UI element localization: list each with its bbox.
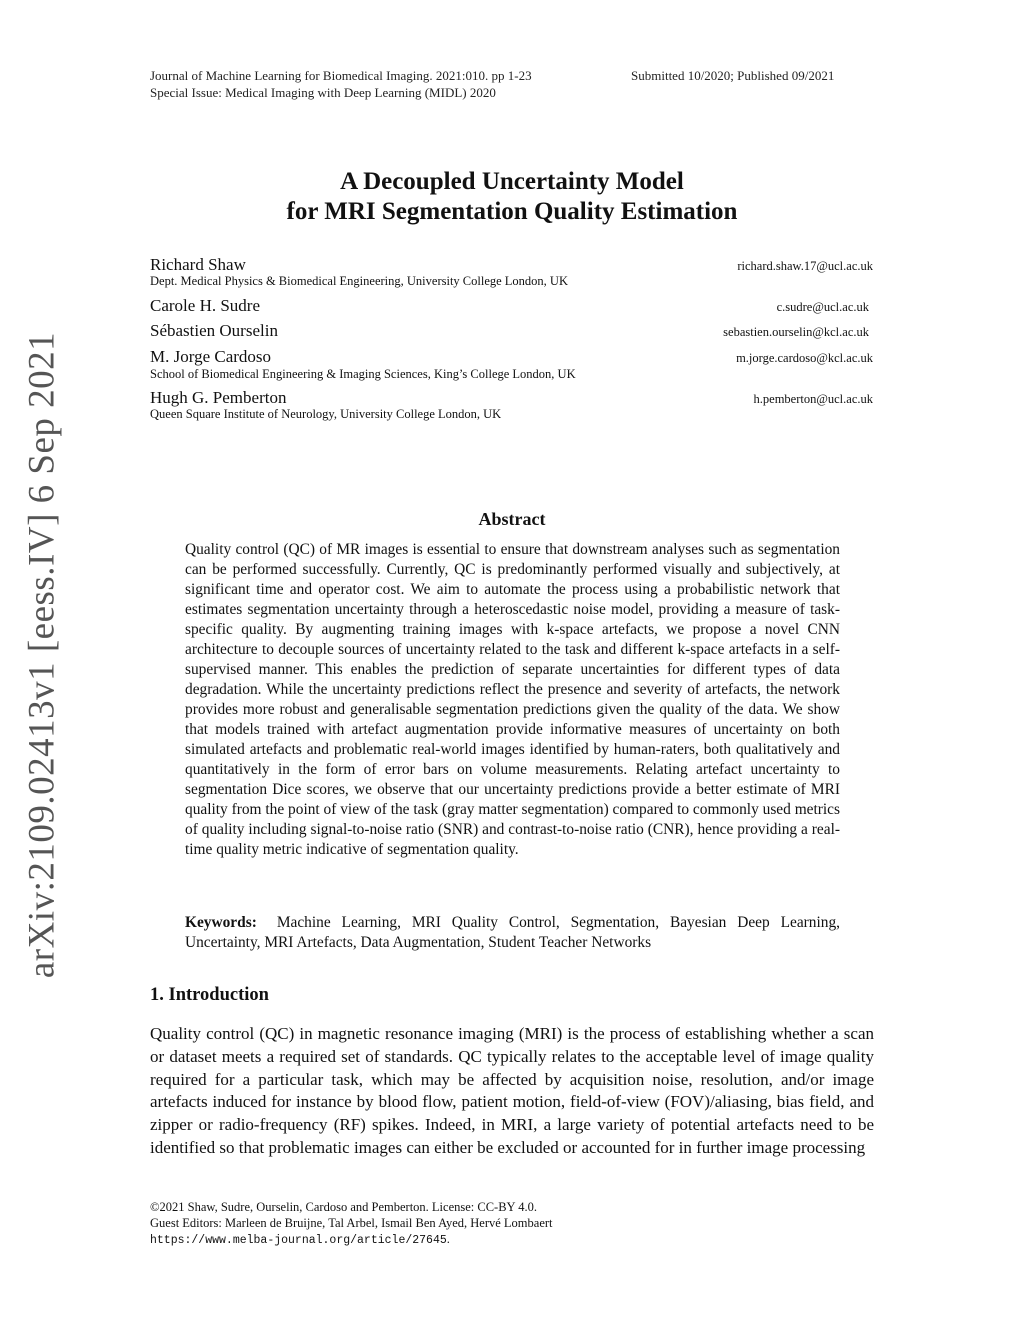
author-name: Richard Shaw <box>150 255 246 274</box>
abstract-heading: Abstract <box>478 509 546 529</box>
article-url-link[interactable]: https://www.melba-journal.org/article/27645 <box>150 1234 447 1247</box>
author-email[interactable]: c.sudre@ucl.ac.uk <box>776 300 869 314</box>
paper-title-line2: for MRI Segmentation Quality Estimation <box>286 198 738 225</box>
article-url-period: . <box>446 1232 450 1246</box>
section-heading-introduction: 1. Introduction <box>150 985 269 1005</box>
author-name: Sébastien Ourselin <box>150 321 278 340</box>
abstract-body: Quality control (QC) of MR images is essential to ensure that downstream analyses such as segmentation can be performed successfully. Currently, QC is predominantly performed visually and subjectively, at significant time and operator cost. We aim to automate the process using a probabilistic network that estimates segmentation uncertainty through a heteroscedastic noise model, providing a measure of task-specific quality. By augmenting training images with k-space artefacts, we propose a novel CNN architecture to decouple sources of uncertainty related to the task and different k-space artefacts in a self-supervised manner. This enables the prediction of separate uncertainties for different types of data degradation. While the uncertainty predictions reflect the presence and severity of artefacts, the network provides more robust and generalisable segmentation predictions given the quality of the data. We show that models trained with artefact augmentation provide informative measures of uncertainty on both simulated artefacts and problematic real-world images identified by human-raters, both qualitatively and quantitatively in the form of error bars on volume measurements. Relating artefact uncertainty to segmentation Dice scores, we observe that our uncertainty predictions provide a better estimate of MRI quality from the point of view of the task (gray matter segmentation) compared to commonly used metrics of quality including signal-to-noise ratio (SNR) and contrast-to-noise ratio (CNR), hence providing a real-time quality metric indicative of segmentation quality. <box>185 541 840 858</box>
submission-dates: Submitted 10/2020; Published 09/2021 <box>631 68 835 83</box>
author-email[interactable]: sebastien.ourselin@kcl.ac.uk <box>723 325 869 339</box>
guest-editors-line: Guest Editors: Marleen de Bruijne, Tal Arbel, Ismail Ben Ayed, Hervé Lombaert <box>150 1216 553 1230</box>
journal-line: Journal of Machine Learning for Biomedical Imaging. 2021:010. pp 1-23 <box>150 68 532 83</box>
author-email[interactable]: h.pemberton@ucl.ac.uk <box>753 392 873 406</box>
paper-title-line1: A Decoupled Uncertainty Model <box>340 168 684 195</box>
author-name: M. Jorge Cardoso <box>150 347 272 366</box>
affiliation-ucl-dept: Dept. Medical Physics & Biomedical Engineering, University College London, UK <box>150 274 568 288</box>
affiliation-kcl: School of Biomedical Engineering & Imaging Sciences, King’s College London, UK <box>150 367 576 381</box>
keywords-label: Keywords: <box>185 914 257 931</box>
introduction-body: Quality control (QC) in magnetic resonance imaging (MRI) is the process of establishing whether a scan or dataset meets a required set of standards. QC typically relates to the acceptable level of image quality required for a particular task, which may be affected by acquisition noise, resolution, and/or image artefacts induced for instance by blood flow, patient motion, field-of-view (FOV)/aliasing, bias field, and zipper or radio-frequency (RF) spikes. Indeed, in MRI, a large variety of potential artefacts need to be identified so that problematic images can either be excluded or accounted for in further image processing <box>150 1024 874 1157</box>
author-name: Hugh G. Pemberton <box>150 388 287 407</box>
article-url-line <box>150 1231 450 1249</box>
special-issue-line: Special Issue: Medical Imaging with Deep Learning (MIDL) 2020 <box>150 85 496 100</box>
author-email[interactable]: richard.shaw.17@ucl.ac.uk <box>737 259 873 273</box>
arxiv-stamp[interactable]: arXiv:2109.02413v1 [eess.IV] 6 Sep 2021 <box>21 331 63 979</box>
keywords-block <box>185 913 840 953</box>
affiliation-ucl-ion: Queen Square Institute of Neurology, University College London, UK <box>150 407 502 421</box>
author-email[interactable]: m.jorge.cardoso@kcl.ac.uk <box>736 351 873 365</box>
keywords-text: Machine Learning, MRI Quality Control, Segmentation, Bayesian Deep Learning, Uncertainty, MRI Artefacts, Data Augmentation, Student Teacher Networks <box>185 914 840 951</box>
copyright-line: ©2021 Shaw, Sudre, Ourselin, Cardoso and Pemberton. License: CC-BY 4.0. <box>150 1200 537 1214</box>
author-name: Carole H. Sudre <box>150 296 261 315</box>
